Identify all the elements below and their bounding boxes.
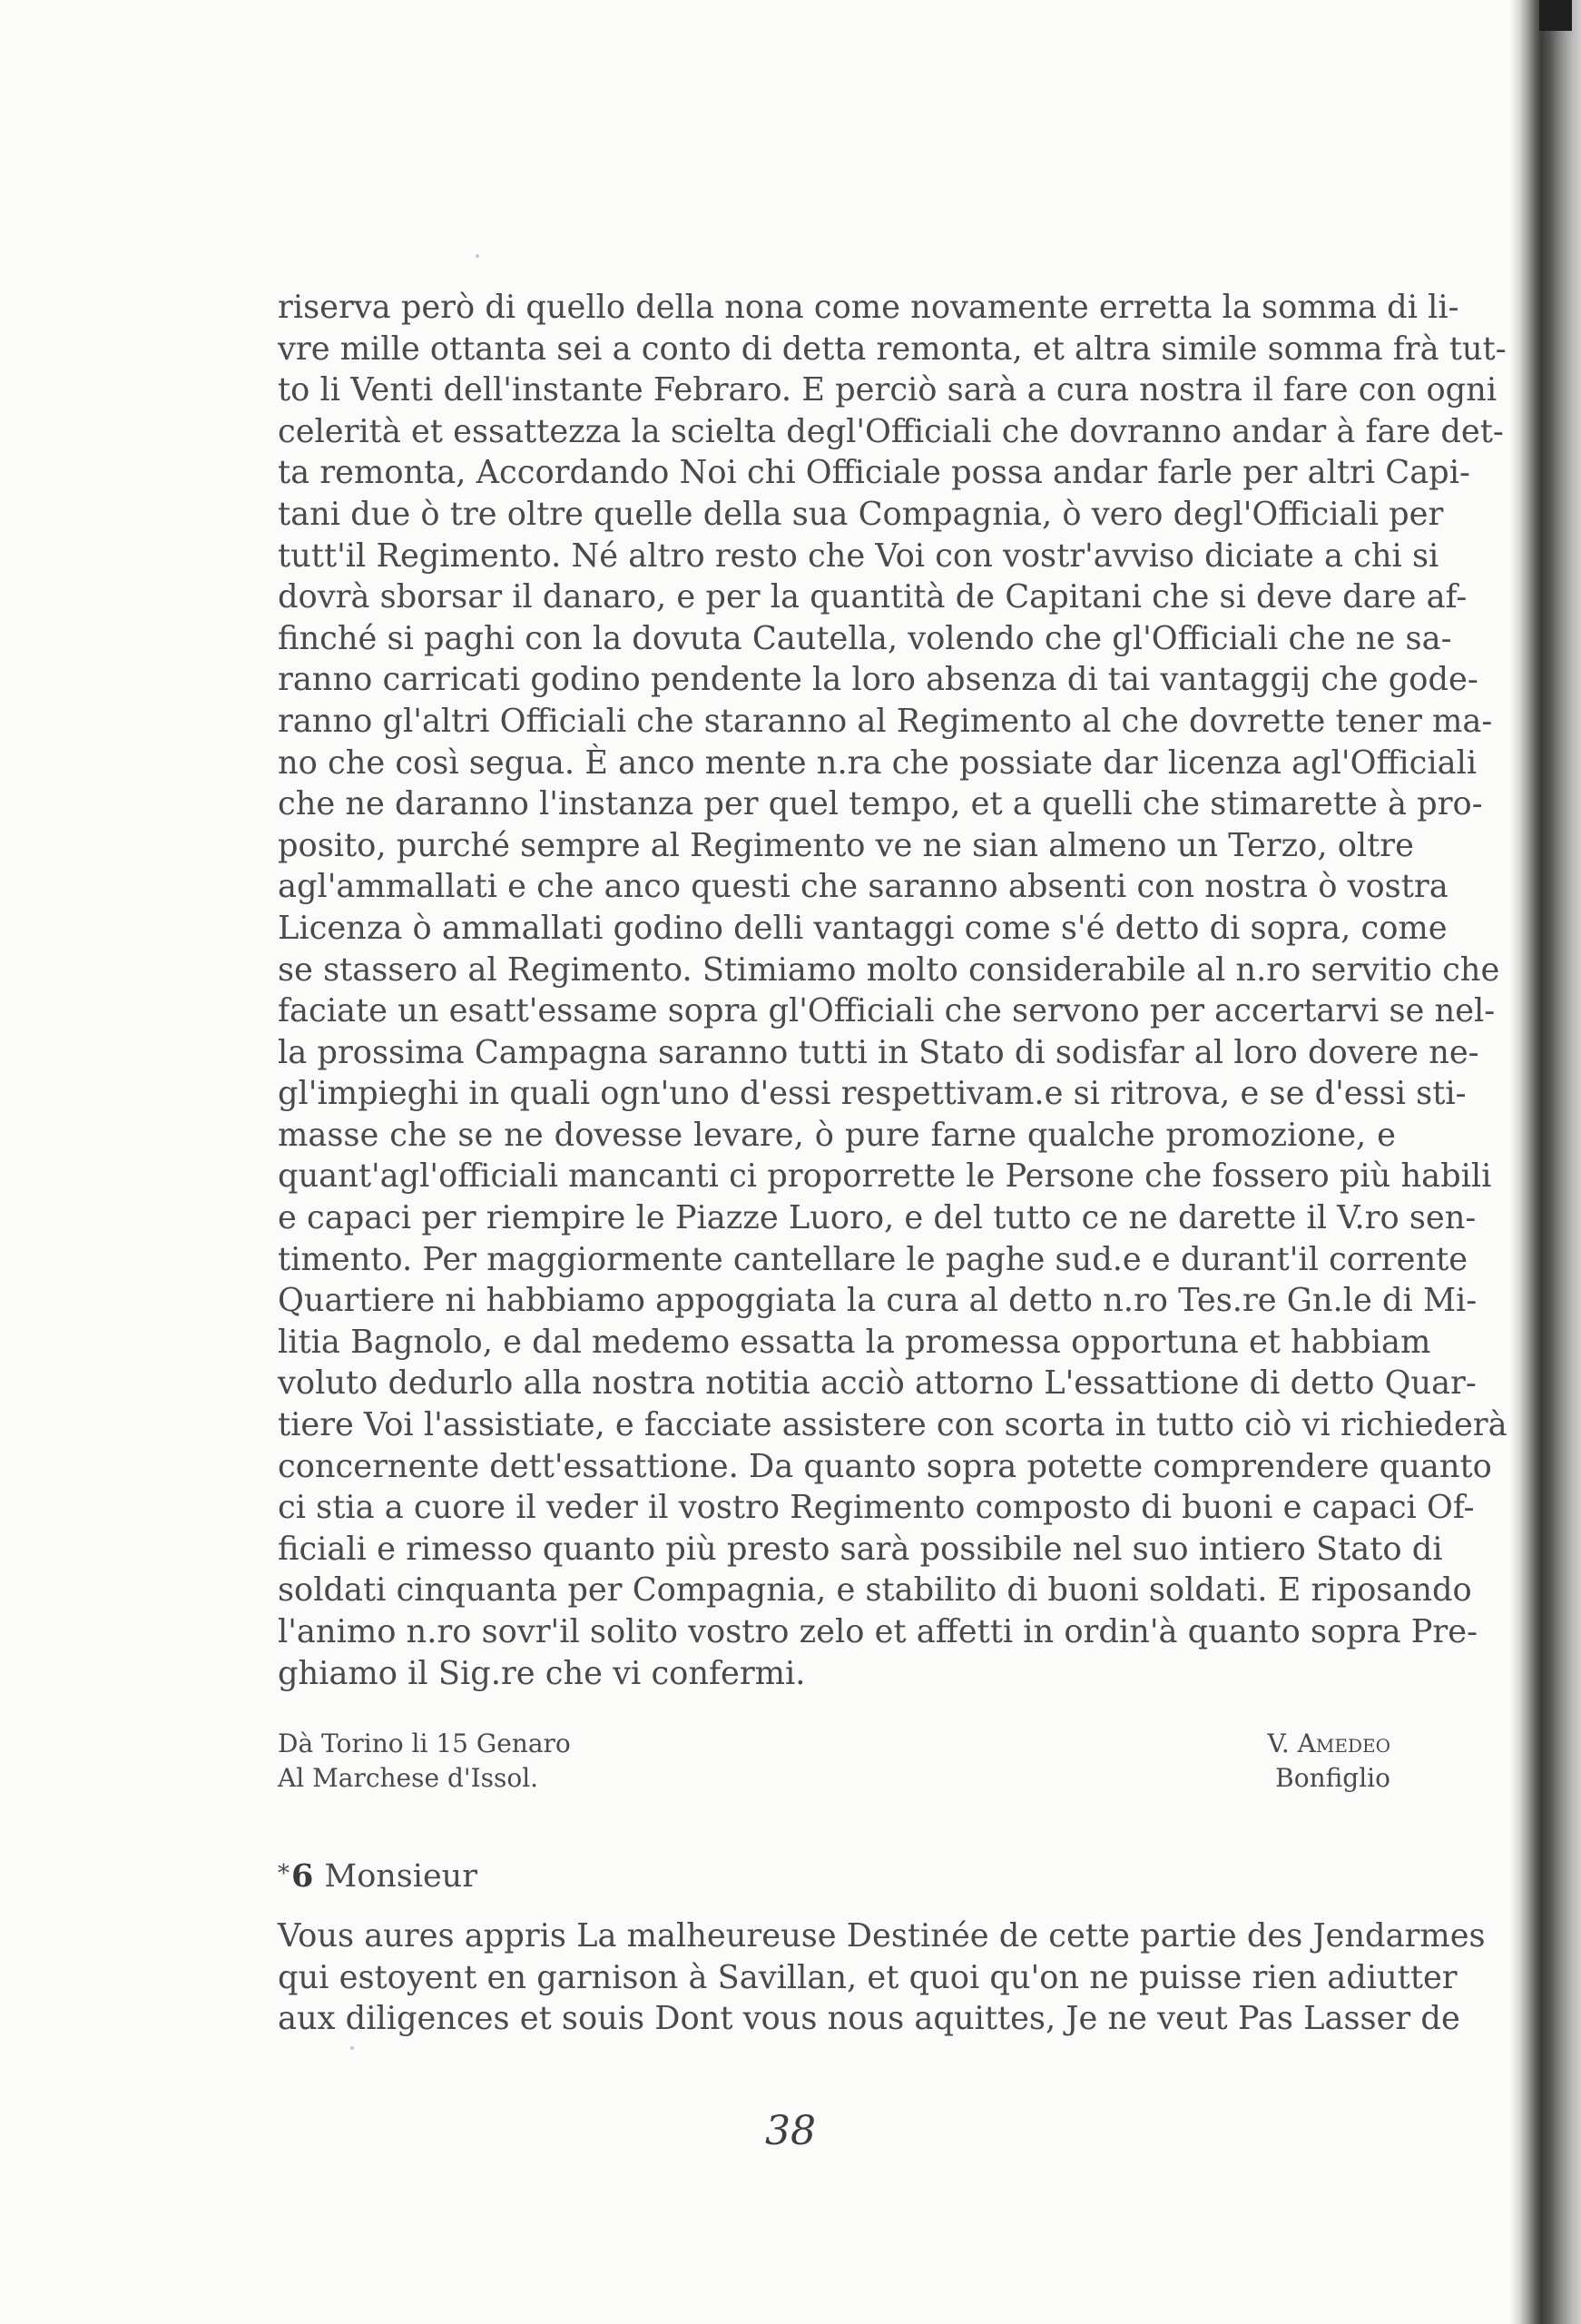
text-line: tiere Voi l'assistiate, e facciate assistere con scorta in tutto ciò vi richiederà	[278, 1406, 1507, 1444]
addressee: Al Marchese d'Issol.	[278, 1763, 539, 1793]
text-line: ranno carricati godino pendente la loro absenza di tai vantaggij che gode-	[278, 661, 1478, 699]
text-line: voluto dedurlo alla nostra notitia acciò attorno L'essattione di detto Quar-	[278, 1364, 1477, 1403]
text-line: soldati cinquanta per Compagnia, e stabilito di buoni soldati. E riposando	[278, 1571, 1472, 1610]
text-line: tutt'il Regimento. Né altro resto che Voi con vostr'avviso diciate a chi si	[278, 537, 1439, 575]
spine-dark-corner	[1539, 0, 1572, 31]
text-line: vre mille ottanta sei a conto di detta remonta, et altra simile somma frà tut-	[278, 330, 1507, 368]
text-line: Quartiere ni habbiamo appoggiata la cura al detto n.ro Tes.re Gn.le di Mi-	[278, 1282, 1478, 1320]
text-line: e capaci per riempire le Piazze Luoro, e del tutto ce ne darette il V.ro sen-	[278, 1199, 1477, 1237]
text-line: finché si paghi con la dovuta Cautella, volendo che gl'Officiali che ne sa-	[278, 619, 1452, 657]
text-line: ci stia a cuore il veder il vostro Regimento composto di buoni e capaci Of-	[278, 1489, 1475, 1527]
closing-right	[1268, 1727, 1390, 1796]
text-line: celerità et essattezza la scielta degl'Officiali che dovranno andar à fare det-	[278, 412, 1504, 450]
text-line: ranno gl'altri Officiali che staranno al Regimento al che dovrette tener ma-	[278, 702, 1493, 740]
paper-speck	[476, 254, 479, 258]
asterisk-marker: *	[278, 1860, 290, 1887]
text-line: gl'impieghi in quali ogn'uno d'essi respettivam.e si ritrova, e se d'essi sti-	[278, 1075, 1467, 1113]
text-line-last: ghiamo il Sig.re che vi confermi.	[278, 1654, 806, 1692]
text-line: Licenza ò ammallati godino delli vantaggi come s'é detto di sopra, come	[278, 909, 1448, 947]
salutation: Monsieur	[324, 1858, 477, 1895]
text-line: faciate un esatt'essame sopra gl'Officiali che servono per accertarvi se nel-	[278, 992, 1496, 1030]
text-line: quant'agl'officiali mancanti ci proporrette le Persone che fossero più habili	[278, 1157, 1492, 1196]
document-number: 6	[291, 1857, 314, 1895]
book-spine-shadow	[1510, 0, 1581, 2324]
text-line: l'animo n.ro sovr'il solito vostro zelo et affetti in ordin'à quanto sopra Pre-	[278, 1613, 1478, 1650]
text-line: agl'ammallati e che anco questi che saranno absenti con nostra ò vostra	[278, 868, 1448, 906]
text-line: masse che se ne dovesse levare, ò pure farne qualche promozione, e	[278, 1116, 1396, 1154]
text-line: se stassero al Regimento. Stimiamo molto considerabile al n.ro servitio che	[278, 950, 1500, 989]
paper-speck	[350, 2046, 354, 2050]
countersigner-name: Bonfiglio	[1275, 1763, 1390, 1793]
text-line: aux diligences et souis Dont vous nous aquittes, Je ne veut Pas Lasser de	[278, 2000, 1460, 2038]
signer-name: V. Amedeo	[1267, 1728, 1390, 1758]
text-line: timento. Per maggiormente cantellare le paghe sud.e e durant'il corrente	[278, 1240, 1468, 1278]
text-line: ta remonta, Accordando Noi chi Officiale possa andar farle per altri Capi-	[278, 454, 1470, 492]
text-line: la prossima Campagna saranno tutti in Stato di sodisfar al loro dovere ne-	[278, 1033, 1479, 1071]
text-line: Vous aures appris La malheureuse Destinée de cette partie des Jendarmes	[278, 1917, 1486, 1955]
second-letter-body	[278, 1915, 1486, 2040]
text-line: to li Venti dell'instante Febraro. E perciò sarà a cura nostra il fare con ogni	[278, 371, 1498, 409]
closing-left	[278, 1727, 571, 1796]
text-line: riserva però di quello della nona come novamente erretta la somma di li-	[278, 289, 1459, 326]
place-date: Dà Torino li 15 Genaro	[278, 1728, 571, 1758]
text-line: concernente dett'essattione. Da quanto sopra potette comprendere quanto	[278, 1447, 1492, 1485]
text-line: ficiali e rimesso quanto più presto sarà possibile nel suo intiero Stato di	[278, 1530, 1443, 1568]
document-heading	[278, 1854, 477, 1896]
text-line: litia Bagnolo, e dal medemo essatta la promessa opportuna et habbiam	[278, 1323, 1431, 1361]
text-line: tani due ò tre oltre quelle della sua Compagnia, ò vero degl'Officiali per	[278, 495, 1444, 533]
page-number: 38	[765, 2108, 816, 2154]
text-line: dovrà sborsar il danaro, e per la quantità de Capitani che si deve dare af-	[278, 578, 1468, 616]
text-line: che ne daranno l'instanza per quel tempo, et a quelli che stimarette à pro-	[278, 785, 1483, 823]
letter-body	[278, 287, 1507, 1694]
text-line: posito, purché sempre al Regimento ve ne sian almeno un Terzo, oltre	[278, 826, 1414, 864]
text-line: qui estoyent en garnison à Savillan, et quoi qu'on ne puisse rien adiutter	[278, 1958, 1458, 1996]
text-line: no che così segua. È anco mente n.ra che possiate dar licenza agl'Officiali	[278, 743, 1478, 782]
